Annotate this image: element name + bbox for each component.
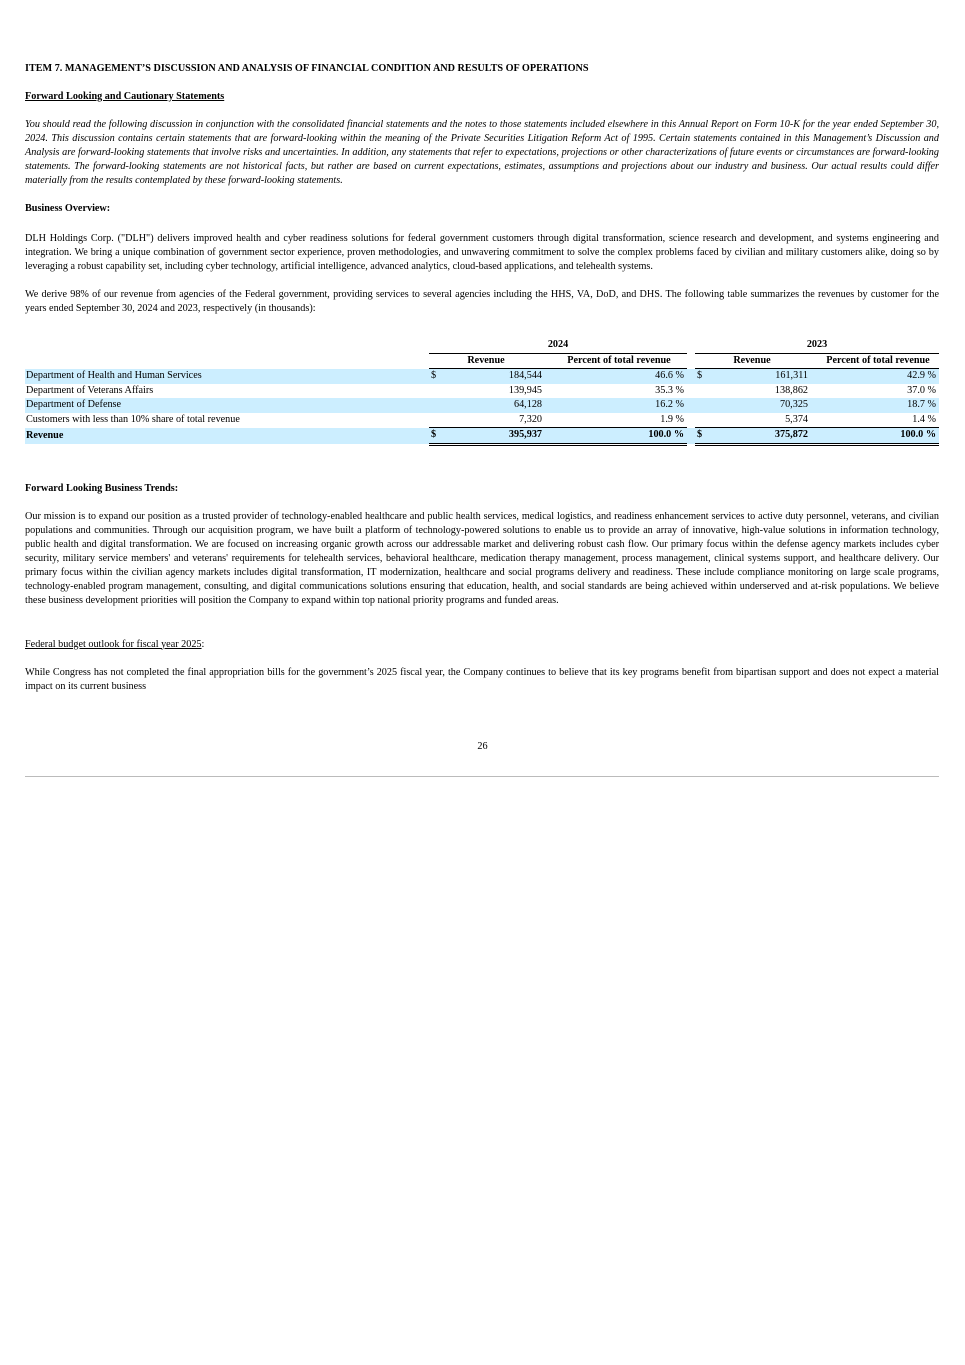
total-percent-2024: 100.0 % [551, 428, 687, 445]
percent-2023-value: 1.4 % [912, 413, 936, 425]
total-percent-2023: 100.0 % [817, 428, 939, 445]
revenue-intro-paragraph: We derive 98% of our revenue from agencies of the Federal government, providing services to several agencies including the HHS, VA, DoD, and DHS. The following table summarizes the revenues by customer for the years ended September 30, 2024 and 2023, respectively (in thousands): [25, 289, 939, 314]
percent-2023-value: 37.0 % [907, 384, 936, 396]
table-total-row [25, 428, 939, 445]
percent-2023-value: 42.9 % [817, 369, 939, 384]
percent-2024-header: Percent of total revenue [551, 353, 687, 369]
revenue-table [25, 338, 939, 446]
percent-2024-value: 16.2 % [551, 398, 687, 413]
revenue-2023-value: 70,325 [705, 398, 809, 413]
revenue-2024-value: 64,128 [439, 398, 543, 413]
forward-looking-paragraph: You should read the following discussion in conjunction with the consolidated financial statements and the notes to those statements included elsewhere in this Annual Report on Form 10-K for the year ended September 30, 2024. This discussion contains certain statements that are forward-looking within the meaning of the Private Securities Litigation Reform Act of 1995. Certain statements contained in this Management’s Discussion and Analysis are forward-looking statements that involve risks and uncertainties. In addition, any statements that refer to expectations, projections or other characterizations of future events or circumstances are forward-looking statements. The forward-looking statements are not historical facts, but rather are based on current expectations, estimates, assumptions and projections about our industry and business. Our actual results could differ materially from the results contemplated by these forward-looking statements. [25, 119, 939, 186]
item-heading: ITEM 7. MANAGEMENT’S DISCUSSION AND ANALYSIS OF FINANCIAL CONDITION AND RESULTS OF OPERATIONS [25, 63, 589, 74]
table-row [25, 369, 939, 384]
business-overview-paragraph: DLH Holdings Corp. ("DLH") delivers improved health and cyber readiness solutions for federal government customers through digital transformation, science research and development, and systems engineering and integration. We bring a unique combination of government sector experience, proven methodologies, and unwavering commitment to solve the complex problems faced by civilian and military customers alike, doing so by leveraging a robust capability set, including cyber technology, artificial intelligence, advanced analytics, cloud-based applications, and telehealth systems. [25, 233, 939, 272]
table-row [25, 398, 939, 413]
currency-symbol: $ [695, 369, 705, 384]
revenue-2023-value: 138,862 [774, 384, 808, 396]
page-number: 26 [477, 741, 488, 752]
revenue-2024-value: 7,320 [519, 413, 542, 425]
revenue-2023-value: 5,374 [785, 413, 808, 425]
table-column-header-row [25, 353, 939, 369]
currency-symbol: $ [429, 428, 439, 445]
budget-outlook-heading: Federal budget outlook for fiscal year 2025: [25, 638, 205, 650]
total-revenue-2023: 375,872 [705, 428, 809, 445]
budget-outlook-paragraph: While Congress has not completed the final appropriation bills for the government’s 2025 fiscal year, the Company continues to believe that its key programs benefit from bipartisan support and does not expect a material impact on its current business [25, 666, 939, 692]
row-label: Department of Defense [25, 398, 421, 413]
page-divider [25, 776, 939, 777]
table-year-header-row [25, 338, 939, 353]
total-label: Revenue [25, 428, 421, 445]
forward-looking-heading: Forward Looking and Cautionary Statements [25, 91, 225, 102]
year-2024-header: 2024 [429, 338, 687, 353]
business-overview-heading: Business Overview: [25, 203, 111, 214]
revenue-2024-value: 184,544 [439, 369, 543, 384]
page-content [25, 62, 939, 694]
percent-2024-value: 46.6 % [551, 369, 687, 384]
currency-symbol: $ [429, 369, 439, 384]
revenue-2024-value: 139,945 [508, 384, 542, 396]
revenue-2024-header: Revenue [429, 353, 543, 369]
currency-symbol: $ [695, 428, 705, 445]
percent-2024-value: 1.9 % [660, 413, 684, 425]
table-row [25, 384, 939, 399]
revenue-2023-value: 161,311 [705, 369, 809, 384]
row-label: Customers with less than 10% share of total revenue [26, 414, 240, 425]
revenue-2023-header: Revenue [695, 353, 809, 369]
year-2023-header: 2023 [695, 338, 939, 353]
business-trends-heading: Forward Looking Business Trends: [25, 482, 179, 494]
percent-2023-header: Percent of total revenue [817, 353, 939, 369]
business-trends-paragraph: Our mission is to expand our position as a trusted provider of technology-enabled healthcare and public health services, medical logistics, and readiness enhancement services to active duty personnel, veterans, and civilian populations and communities. Through our acquisition program, we have built a platform of technology-powered solutions to enable us to provide an array of innovative, high-value solutions in information technology, public health and digital transformation. We are focused on increasing organic growth across our addressable market and delivering robust cash flow. Our primary focus within the defense agency markets includes cyber security, military service members' and veterans' requirements for telehealth services, behavioral healthcare, medication therapy management, process management, clinical systems support, and healthcare delivery. Our primary focus within the civilian agency markets includes digital transformation, IT modernization, healthcare and social programs delivery and readiness. These include compliance monitoring on large scale programs, technology-enabled program management, consulting, and digital communications solutions ensuring that education, health, and social standards are being achieved within underserved and at-risk populations. We believe these business development priorities will position the Company to expand within top national priority programs and funded areas. [25, 510, 939, 606]
percent-2024-value: 35.3 % [655, 384, 684, 396]
row-label: Department of Health and Human Services [25, 369, 421, 384]
percent-2023-value: 18.7 % [817, 398, 939, 413]
table-row [25, 413, 939, 428]
total-revenue-2024: 395,937 [439, 428, 543, 445]
row-label: Department of Veterans Affairs [26, 384, 154, 396]
